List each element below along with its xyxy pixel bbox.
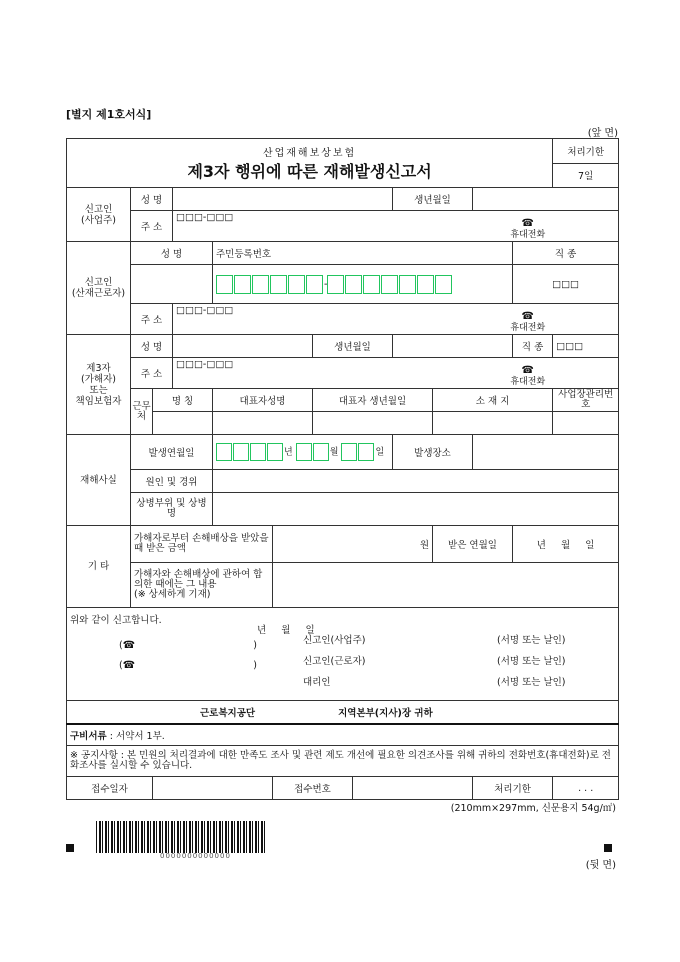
work-col-mgmt-no: 사업장관리번호 [553, 389, 619, 412]
employer-name-field[interactable] [173, 188, 393, 211]
accident-date-field[interactable]: 년 월 일 [213, 435, 393, 470]
deadline-value: 7일 [553, 163, 619, 188]
agreement-label: 가해자와 손해배상에 관하여 합의한 때에는 그 내용 (※ 상세하게 기재) [131, 563, 273, 608]
third-party-address-field[interactable] [173, 358, 619, 389]
form-code: [별지 제1호서식] [66, 108, 152, 121]
work-rep-birth-field[interactable] [313, 412, 433, 435]
sign-note-3[interactable]: (서명 또는 날인) [497, 677, 566, 688]
employer-birth-label: 생년월일 [393, 188, 473, 211]
addressee-row [67, 701, 619, 725]
worker-address-label: 주 소 [131, 304, 173, 335]
report-form-table [66, 138, 619, 800]
worker-rrn-label: 주민등록번호 [213, 242, 513, 265]
received-amount-label: 가해자로부터 손해배상을 받았을 때 받은 금액 [131, 526, 273, 563]
third-party-job-field[interactable]: □□□ [553, 335, 619, 358]
accident-place-field[interactable] [473, 435, 619, 470]
barcode [96, 821, 266, 853]
third-party-section-label: 제3자 (가해자) 또는 책임보험자 [67, 335, 131, 435]
employer-birth-field[interactable] [473, 188, 619, 211]
documents-value: : 서약서 1부. [109, 731, 165, 742]
employer-section-label: 신고인 (사업주) [67, 188, 131, 242]
declaration-text: 위와 같이 신고합니다. [70, 615, 162, 626]
back-page-label: (뒷 면) [585, 860, 616, 871]
documents-label: 구비서류 [70, 731, 107, 742]
work-name-field[interactable] [153, 412, 213, 435]
declaration-area [67, 608, 619, 701]
work-col-rep-name: 대표자성명 [213, 389, 313, 412]
worker-rrn-field[interactable] [213, 265, 513, 304]
deadline-col: 처리기한 [473, 777, 553, 800]
third-party-birth-label: 생년월일 [313, 335, 393, 358]
worker-name-label: 성 명 [131, 242, 213, 265]
worker-job-field[interactable]: □□□ [513, 265, 619, 304]
work-mgmt-no-field[interactable] [553, 412, 619, 435]
received-no-value [353, 777, 473, 800]
third-party-address-label: 주 소 [131, 358, 173, 389]
accident-injury-label: 상병부위 및 상병명 [131, 493, 213, 526]
form-subtitle: 산업재해보상보험 [262, 148, 357, 159]
notice: ※ 공지사항 : 본 민원의 처리결과에 대한 만족도 조사 및 관련 제도 개선에 필요한 의견조사를 위해 귀하의 전화번호(휴대전화)로 전화조사를 실시할 수 있습니다. [67, 746, 619, 777]
worker-address-field[interactable] [173, 304, 619, 335]
agreement-field[interactable] [273, 563, 619, 608]
phone-icon: ☎ [521, 311, 535, 322]
phone-line-1[interactable]: (☎ ) [119, 640, 257, 651]
branch-addressee: 지역본부(지사)장 귀하 [338, 708, 433, 719]
third-party-name-field[interactable] [173, 335, 313, 358]
third-party-birth-field[interactable] [393, 335, 513, 358]
phone-icon: ☎ [521, 365, 535, 376]
third-party-mobile-label: 휴대전화 [510, 377, 546, 387]
received-date-col: 접수일자 [67, 777, 153, 800]
accident-place-label: 발생장소 [393, 435, 473, 470]
worker-postcode: □□□-□□□ [176, 305, 234, 316]
etc-section-label: 기 타 [67, 526, 131, 608]
employer-name-label: 성 명 [131, 188, 173, 211]
registration-mark-right [604, 844, 612, 852]
employer-postcode: □□□-□□□ [176, 212, 234, 223]
employer-address-field[interactable] [173, 211, 619, 242]
sign-note-1[interactable]: (서명 또는 날인) [497, 635, 566, 646]
received-no-col: 접수번호 [273, 777, 353, 800]
worker-name-field[interactable] [131, 265, 213, 304]
received-date-label: 받은 연월일 [433, 526, 513, 563]
received-date-value [153, 777, 273, 800]
worker-mobile-label: 휴대전화 [510, 323, 546, 333]
declaration-date: 년 월 일 [257, 625, 315, 636]
org-name: 근로복지공단 [200, 708, 256, 719]
accident-cause-label: 원인 및 경위 [131, 470, 213, 493]
work-col-name: 명 칭 [153, 389, 213, 412]
registration-mark-left [66, 844, 74, 852]
work-col-rep-birth: 대표자 생년월일 [313, 389, 433, 412]
accident-date-label: 발생연월일 [131, 435, 213, 470]
third-party-job-label: 직 종 [513, 335, 553, 358]
worker-section-label: 신고인 (산재근로자) [67, 242, 131, 335]
deadline-dots: . . . [553, 777, 619, 800]
phone-icon: ☎ [122, 660, 136, 671]
phone-line-2[interactable]: (☎ ) [119, 660, 257, 671]
phone-icon: ☎ [521, 218, 535, 229]
third-party-postcode: □□□-□□□ [176, 359, 234, 370]
received-amount-field[interactable]: 원 [273, 526, 433, 563]
accident-injury-field[interactable] [213, 493, 619, 526]
documents-row [67, 724, 619, 746]
worker-job-label: 직 종 [513, 242, 619, 265]
accident-cause-field[interactable] [213, 470, 619, 493]
deadline-label: 처리기한 [553, 139, 619, 164]
signer-agent: 대리인 [303, 677, 331, 688]
received-date-field[interactable]: 년 월 일 [513, 526, 619, 563]
employer-mobile-label: 휴대전화 [510, 230, 546, 240]
form-title: 제3자 행위에 따른 재해발생신고서 [187, 162, 432, 181]
signer-worker: 신고인(근로자) [303, 656, 366, 667]
barcode-number: 0000000000000 [160, 852, 231, 860]
form-header [67, 139, 553, 188]
signer-employer: 신고인(사업주) [303, 635, 366, 646]
accident-section-label: 재해사실 [67, 435, 131, 526]
phone-icon: ☎ [122, 640, 136, 651]
rrn-separator: - [324, 278, 328, 290]
work-location-field[interactable] [433, 412, 553, 435]
work-col-location: 소 재 지 [433, 389, 553, 412]
sign-note-2[interactable]: (서명 또는 날인) [497, 656, 566, 667]
third-party-name-label: 성 명 [131, 335, 173, 358]
paper-spec: (210mm×297mm, 신문용지 54g/㎡) [450, 803, 616, 814]
work-place-label: 근무처 [131, 389, 153, 435]
work-rep-name-field[interactable] [213, 412, 313, 435]
employer-address-label: 주 소 [131, 211, 173, 242]
front-page-label: (앞 면) [587, 128, 618, 139]
